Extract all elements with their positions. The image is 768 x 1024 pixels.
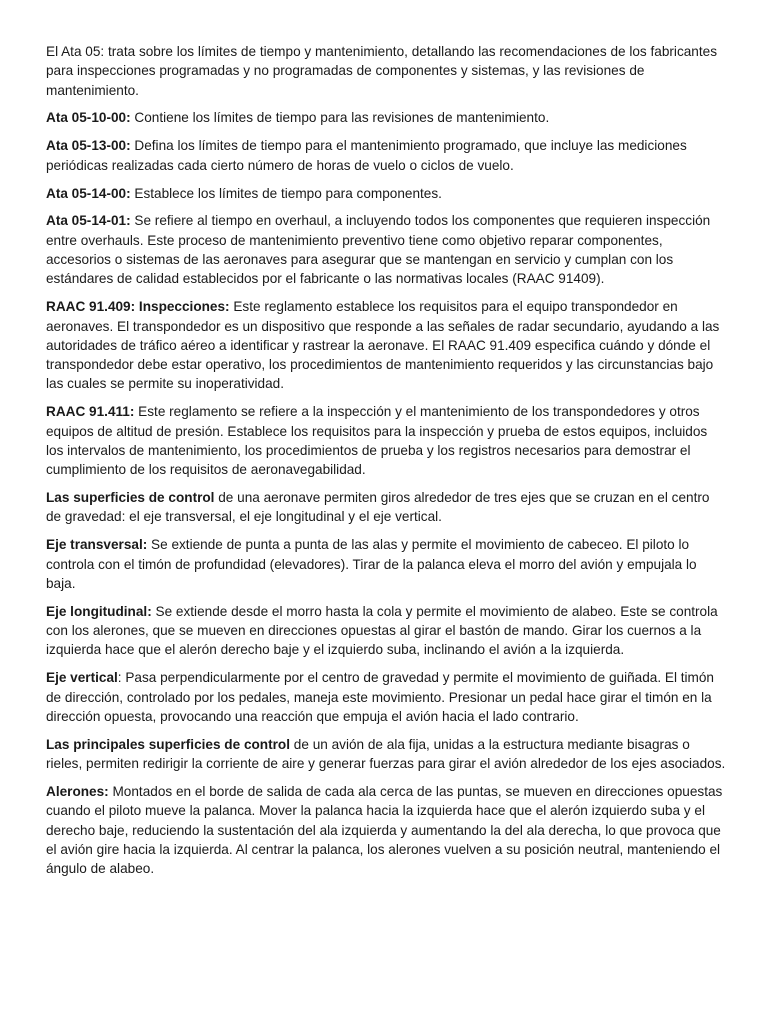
paragraph-text: : Pasa perpendicularmente por el centro de gravedad y permite el movimiento de guiñada. El timón de dirección, controlado por los pedales, maneja este movimiento. Presionar un pedal hace girar el timón en la dirección opuesta, provocando una reacción que empuja el avión hacia el lado contrario. bbox=[46, 670, 714, 724]
paragraph-term: Ata 05-14-01: bbox=[46, 213, 131, 229]
paragraph-text: Establece los límites de tiempo para componentes. bbox=[130, 185, 442, 201]
paragraph-text: Montados en el borde de salida de cada ala cerca de las puntas, se mueven en direcciones opuestas cuando el piloto mueve la palanca. Mover la palanca hacia la izquierda hace que el alerón izquierdo suba y el derecho baje, reduciendo la sustentación del ala izquierda y aumentando la del ala derecha, lo que provoca que el avión gire hacia la izquierda. Al centrar la palanca, los alerones vuelven a su posición neutral, manteniendo el ángulo de alabeo. bbox=[46, 783, 723, 877]
paragraph-ata-05 bbox=[46, 42, 726, 100]
paragraph-term: Ata 05-14-00: bbox=[46, 185, 131, 201]
paragraph-superficies-de-control bbox=[46, 488, 726, 527]
paragraph-raac-91-411 bbox=[46, 402, 726, 479]
paragraph-text: Este reglamento establece los requisitos para el equipo transpondedor en aeronaves. El transpondedor es un dispositivo que responde a las señales de radar secundario, ayudando a las autoridades de tráfico aéreo a identificar y rastrear la aeronave. El RAAC 91.409 especifica cuándo y dónde el transpondedor debe estar operativo, los procedimientos de mantenimiento requeridos y las circunstancias bajo las cuales se permite su inoperatividad. bbox=[46, 299, 720, 392]
paragraph-term: Las principales superficies de control bbox=[46, 736, 291, 752]
paragraph-eje-longitudinal bbox=[46, 602, 726, 660]
paragraph-text: Se extiende de punta a punta de las alas y permite el movimiento de cabeceo. El piloto lo controla con el timón de profundidad (elevadores). Tirar de la palanca eleva el morro del avión y empujala lo baja. bbox=[46, 537, 697, 591]
paragraph-term: Eje transversal: bbox=[46, 537, 148, 553]
paragraph-text: Se refiere al tiempo en overhaul, a incluyendo todos los componentes que requieren inspección entre overhauls. Este proceso de mantenimiento preventivo tiene como objetivo reparar componentes, accesorios o sistemas de las aeronaves para asegurar que se mantengan en servicio y cumplan con los estándares de calidad establecidos por el fabricante o las normativas locales (RAAC 91409). bbox=[46, 213, 711, 287]
paragraph-text: Contiene los límites de tiempo para las revisiones de mantenimiento. bbox=[130, 110, 550, 126]
paragraph-text: El Ata 05: trata sobre los límites de tiempo y mantenimiento, detallando las recomendaciones de los fabricantes para inspecciones programadas y no programadas de componentes y sistemas, y las revisiones de mantenimiento. bbox=[46, 44, 717, 98]
paragraph-text: Este reglamento se refiere a la inspección y el mantenimiento de los transpondedores y otros equipos de altitud de presión. Establece los requisitos para la inspección y prueba de estos equipos, incluidos los intervalos de mantenimiento, los procedimientos de prueba y los registros necesarios para demostrar el cumplimiento de los requisitos de aeronavegabilidad. bbox=[46, 404, 708, 478]
paragraph-term: RAAC 91.411: bbox=[46, 404, 135, 420]
paragraph-alerones bbox=[46, 782, 726, 878]
paragraph-ata-05-10-00 bbox=[46, 108, 726, 127]
paragraph-text: de un avión de ala fija, unidas a la estructura mediante bisagras o rieles, permiten redirigir la corriente de aire y generar fuerzas para girar el avión alrededor de los ejes asociados. bbox=[46, 736, 726, 772]
paragraph-raac-91-409 bbox=[46, 297, 726, 393]
paragraph-term: Alerones: bbox=[46, 783, 109, 799]
paragraph-eje-vertical bbox=[46, 668, 726, 726]
paragraph-text: Defina los límites de tiempo para el mantenimiento programado, que incluye las mediciones periódicas realizadas cada cierto número de horas de vuelo o ciclos de vuelo. bbox=[46, 138, 687, 173]
paragraph-text: de una aeronave permiten giros alrededor de tres ejes que se cruzan en el centro de gravedad: el eje transversal, el eje longitudinal y el eje vertical. bbox=[46, 490, 710, 525]
paragraph-term: Ata 05-10-00: bbox=[46, 110, 131, 126]
paragraph-term: Las superficies de control bbox=[46, 490, 215, 506]
paragraph-text: Se extiende desde el morro hasta la cola y permite el movimiento de alabeo. Este se controla con los alerones, que se mueven en direcciones opuestas al girar el bastón de mando. Girar los cuernos a la izquierda hace que el alerón derecho baje y el izquierdo suba, inclinando el avión a la izquierda. bbox=[46, 603, 718, 658]
paragraph-eje-transversal bbox=[46, 535, 726, 593]
paragraph-ata-05-13-00 bbox=[46, 136, 726, 175]
paragraph-term: RAAC 91.409: Inspecciones: bbox=[46, 299, 230, 315]
paragraph-ata-05-14-00 bbox=[46, 184, 726, 203]
paragraph-ata-05-14-01 bbox=[46, 211, 726, 288]
document-body bbox=[46, 42, 726, 887]
paragraph-term: Ata 05-13-00: bbox=[46, 138, 131, 154]
paragraph-term: Eje longitudinal: bbox=[46, 603, 152, 619]
paragraph-term: Eje vertical bbox=[46, 670, 118, 686]
paragraph-principales-superficies bbox=[46, 735, 726, 774]
